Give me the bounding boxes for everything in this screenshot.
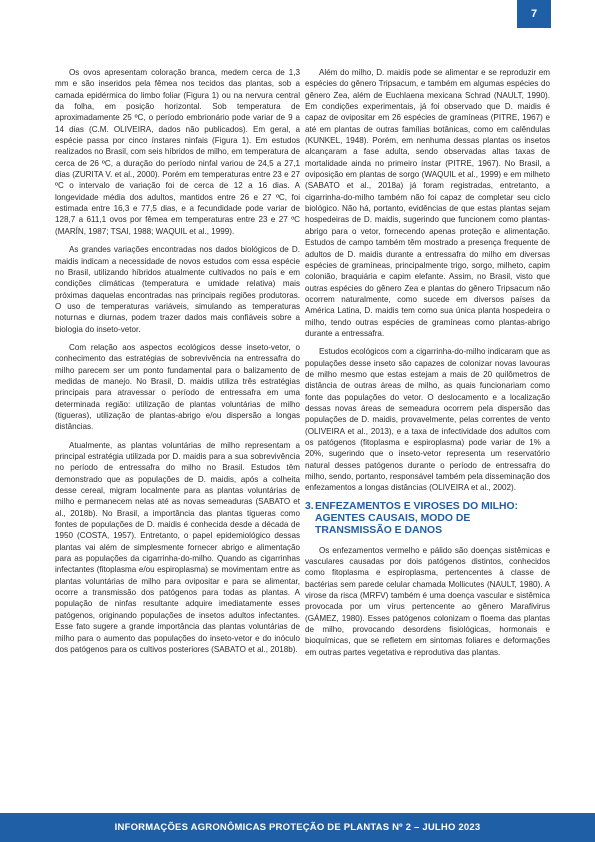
paragraph: Os ovos apresentam coloração branca, medem cerca de 1,3 mm e são inseridos pela fêmea nos tecidos das plantas, sob a camada epidérmica do limbo foliar (Figura 1) ou na nervura central da folha, em posição horizontal. Sob temperatura de aproximadamente 25 ºC, o período embrionário pode variar de 9 a 14 dias (C.M. OLIVEIRA, dados não publicados). Em geral, a espécie passa por cinco ínstares ninfais (Figura 1). Em estudos realizados no Brasil, com seis híbridos de milho, em temperatura de cerca de 26 ºC, a duração do período ninfal variou de 24,5 a 27,1 dias (ZURITA V. et al., 2000). Porém em temperaturas entre 23 e 27 ºC o intervalo de variação foi de cerca de 12 a 16 dias. A longevidade média dos adultos, mantidos entre 26 e 27 ºC, foi estimada entre 16,3 e 77,5 dias, e a fecundidade pode variar de 128,7 a 611,1 ovos por fêmea em temperaturas entre 23 e 27 ºC (MARÍN, 1987; TSAI, 1988; WAQUIL et al., 1999).: [55, 68, 300, 236]
section-title-line2: AGENTES CAUSAIS, MODO DE: [315, 512, 471, 524]
section-title-line1: ENFEZAMENTOS E VIROSES DO MILHO:: [315, 500, 519, 512]
section-number: 3.: [305, 500, 314, 512]
paragraph: Atualmente, as plantas voluntárias de milho representam a principal estratégia utilizada por D. maidis para a sua sobrevivência no período de entressafra do milho no Brasil. Estudos têm demonstrado que as populações de D. maidis, após a colheita desse cereal, migram localmente para as plantas voluntárias de milho e permanecem nelas até as novas semeaduras (SABATO et al., 2018b). No Brasil, a importância das plantas tigueras como fontes de populações de D. maidis é conhecida desde a década de 1950 (COSTA, 1957). Entretanto, o papel epidemiológico dessas plantas vai além de simplesmente fornecer abrigo e alimentação para as populações da cigarrinha-do-milho. Quando as cigarrinhas infectantes (fitoplasma e/ou espiroplasma) se movimentam entre as plantas voluntárias de milho para ovipositar e para se alimentar, ocorre a transmissão dos patógenos para todas as plantas. A população de ninfas resultante adquire imediatamente esses patógenos, originando populações de insetos adultos infectantes. Esse fato sugere a grande importância das plantas voluntárias de milho para o aumento das populações do inseto-vetor e do inóculo dos patógenos para os cultivos posteriores (SABATO et al., 2018b).: [55, 440, 300, 654]
paragraph: As grandes variações encontradas nos dados biológicos de D. maidis indicam a necessidade de novos estudos com essa espécie no Brasil, utilizando híbridos atualmente cultivados no país e em condições climáticas (temperatura e umidade relativa) mais próximas daquelas encontradas nas principais regiões produtoras. O uso de temperaturas variáveis, simulando as temperaturas noturnas e diurnas, podem trazer dados mais confiáveis sobre a biologia do inseto-vetor.: [55, 245, 300, 334]
paragraph: Os enfezamentos vermelho e pálido são doenças sistêmicas e vasculares causadas por dois patógenos distintos, conhecidos como fitoplasma e espiroplasma, pertencentes à classe de bactérias sem parede celular chamada Mollicutes (NAULT, 1980). A virose da risca (MRFV) também é uma doença vascular e sistêmica provocada por um vírus pertencente ao gênero Marafivirus (GÁMEZ, 1980). Esses patógenos colonizam o floema das plantas de milho, provocando desordens fisiológicas, hormonais e bioquímicas, que se refletem em sintomas foliares e deformações em outras partes vegetativa e reprodutiva das plantas.: [305, 545, 550, 657]
paragraph: Além do milho, D. maidis pode se alimentar e se reproduzir em espécies do gênero Tripsacum, e também em algumas espécies do gênero Zea, além de Euchlaena mexicana Schrad (NAULT, 1990). Em condições experimentais, já foi observado que D. maidis é capaz de ovipositar em 26 espécies de gramíneas (PITRE, 1967) e até em plantas de outras famílias botânicas, como em calêndulas (KUNKEL, 1948). Porém, em nenhuma dessas plantas os insetos alcançaram a fase adulta, sendo observadas altas taxas de mortalidade ainda no primeiro ínstar (PITRE, 1967). No Brasil, a oviposição em plantas de sorgo (WAQUIL et al., 1999) e em milheto (SABATO et al., 2018a) já foram registradas, entretanto, a cigarrinha-do-milho também não foi capaz de completar seu ciclo biológico. Não há, portanto, evidências de que estas plantas sejam hospedeiras de D. maidis, sugerindo que funcionem como plantas-abrigo para o vetor, fornecendo apenas proteção e alimentação. Estudos de campo também têm mostrado a presença frequente de adultos de D. maidis durante a entressafra do milho em diversas espécies de gramíneas, principalmente trigo, sorgo, milheto, capim colonião, braquiária e capim elefante. Assim, no Brasil, visto que outras espécies do gênero Zea e plantas do gênero Tripsacum não ocorrem naturalmente, como sucede em diversos países da América Latina, D. maidis tem como sua única planta hospedeira o milho, tendo outras espécies de gramíneas como plantas-abrigo durante a entressafra.: [305, 68, 550, 338]
footer-banner: INFORMAÇÕES AGRONÔMICAS PROTEÇÃO DE PLANTAS Nº 2 – JULHO 2023: [0, 813, 595, 842]
paragraph: Com relação aos aspectos ecológicos desse inseto-vetor, o conhecimento das estratégias de sobrevivência na entressafra do milho parecem ser um ponto fundamental para o balizamento de medidas de manejo. No Brasil, D. maidis utiliza três estratégias principais para atravessar o período de entressafra em uma determinada região: utilização de plantas voluntárias de milho (tigueras), utilização de plantas-abrigo e/ou dispersão a longas distâncias.: [55, 342, 300, 432]
page-number-badge: 7: [517, 0, 551, 28]
left-column: [55, 67, 300, 662]
paragraph: Estudos ecológicos com a cigarrinha-do-milho indicaram que as populações desse inseto são capazes de colonizar novas lavouras de milho mesmo que estas estejam a mais de 20 quilômetros de distância de outras áreas de milho, as quais funcionariam como fonte das populações do vetor. O deslocamento e a localização dessas novas áreas de semeadura ocorrem pela dispersão das populações de D. maidis, provavelmente, pelas correntes de vento (OLIVEIRA et al., 2013), e a taxa de infectividade dos adultos com os patógenos (fitoplasma e espiroplasma) pode variar de 1% a 20%, sugerindo que o inseto-vetor representa um reservatório natural desses patógenos durante o período de entressafra do milho, sendo, portanto, responsável também pela disseminação dos enfezamentos a longas distâncias (OLIVEIRA et al., 2002).: [305, 347, 550, 493]
section-heading: [305, 501, 550, 537]
right-column: [305, 67, 550, 665]
section-title-line3: TRANSMISSÃO E DANOS: [315, 524, 443, 536]
